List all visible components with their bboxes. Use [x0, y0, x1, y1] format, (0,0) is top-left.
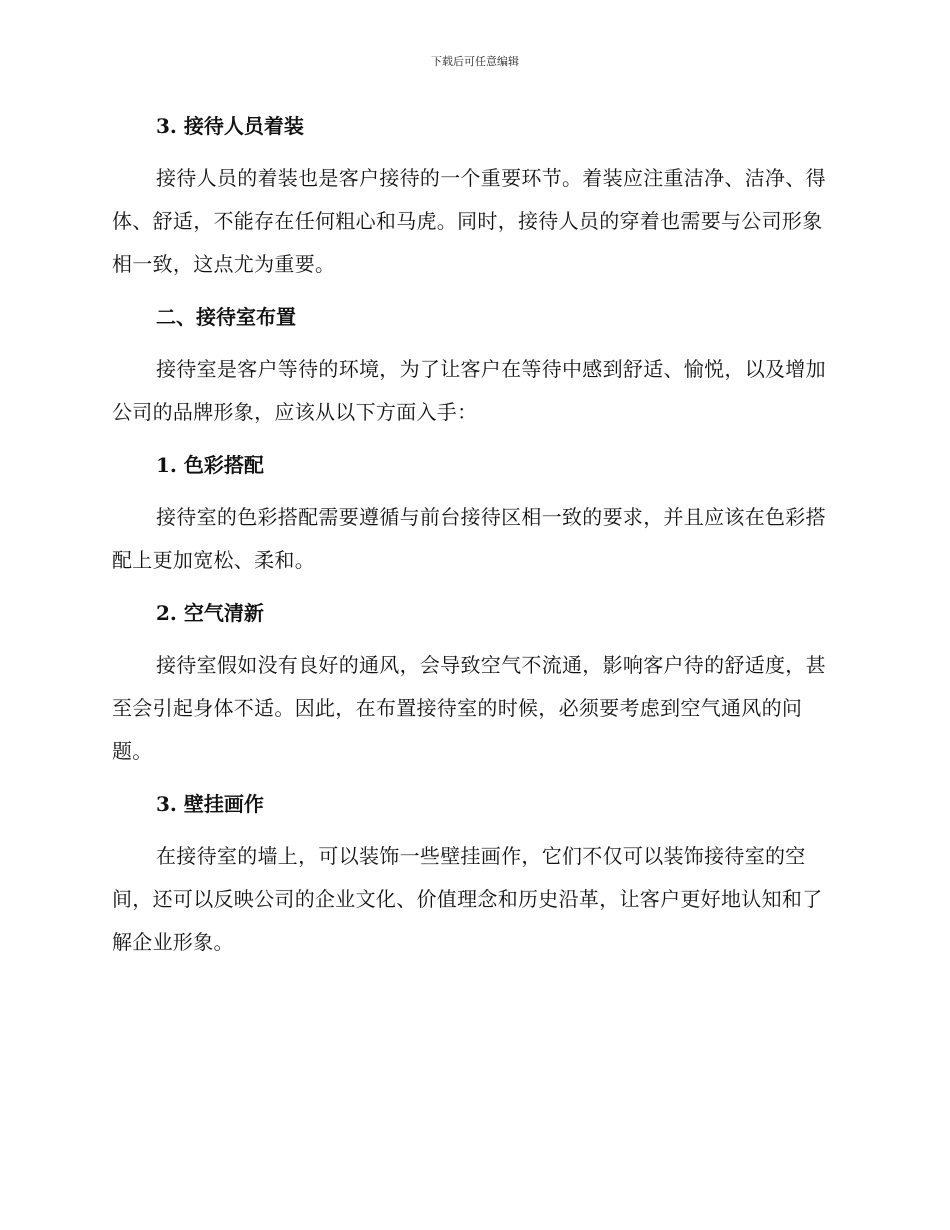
section-heading-fresh-air: 2. 空气清新 — [156, 601, 264, 625]
document-body — [112, 108, 832, 964]
page-header: 下载后可任意编辑 — [431, 55, 519, 68]
section-heading-reception-room: 二、接待室布置 — [156, 305, 296, 329]
paragraph-reception-room: 接待室是客户等待的环境，为了让客户在等待中感到舒适、愉悦，以及增加公司的品牌形象，应该从以下方面入手： — [112, 357, 826, 424]
paragraph-color-scheme: 接待室的色彩搭配需要遵循与前台接待区相一致的要求，并且应该在色彩搭配上更加宽松、柔和。 — [112, 505, 826, 572]
section-heading-wall-art: 3. 壁挂画作 — [156, 792, 264, 816]
paragraph-attire: 接待人员的着装也是客户接待的一个重要环节。着装应注重洁净、洁净、得体、舒适，不能存在任何粗心和马虎。同时，接待人员的穿着也需要与公司形象相一致，这点尤为重要。 — [112, 166, 826, 276]
paragraph-fresh-air: 接待室假如没有良好的通风，会导致空气不流通，影响客户待的舒适度，甚至会引起身体不适。因此，在布置接待室的时候，必须要考虑到空气通风的问题。 — [112, 653, 826, 763]
section-heading-color-scheme: 1. 色彩搭配 — [156, 453, 264, 477]
paragraph-wall-art: 在接待室的墙上，可以装饰一些壁挂画作，它们不仅可以装饰接待室的空间，还可以反映公司的企业文化、价值理念和历史沿革，让客户更好地认知和了解企业形象。 — [112, 844, 823, 954]
section-heading-attire: 3. 接待人员着装 — [156, 114, 304, 138]
